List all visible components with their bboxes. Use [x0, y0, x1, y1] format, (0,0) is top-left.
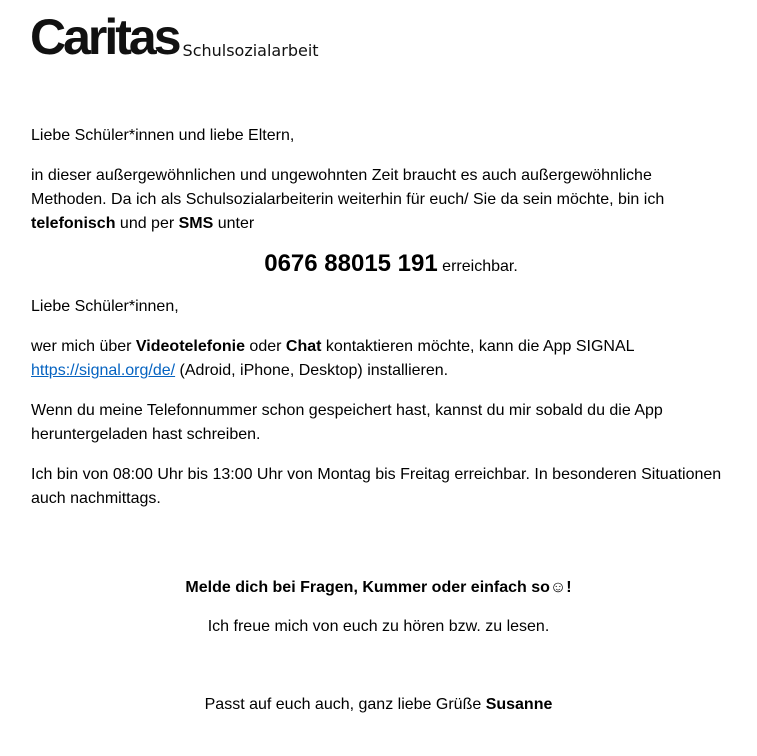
letterhead [30, 9, 319, 65]
video-bold-2: Chat [285, 338, 322, 355]
signature-prefix: Passt auf euch auch, ganz liebe Grüße [204, 696, 486, 713]
intro-text-2: und per [115, 215, 179, 232]
intro-bold-phone: telefonisch [31, 215, 116, 232]
video-text-2: oder [244, 338, 286, 355]
letter-body [31, 124, 731, 527]
phone-number: 0676 88015 191 [264, 250, 438, 277]
video-text-4: (Adroid, iPhone, Desktop) installieren. [175, 362, 449, 379]
video-text-3: kontaktieren möchte, kann die App SIGNAL [321, 338, 634, 355]
intro-text-1: in dieser außergewöhnlichen und ungewohnten Zeit braucht es auch außergewöhnliche Methoden. Da ich als Schulsozialarbeiterin weiterhin für euch/ Sie da sein möchte, bin ich [31, 167, 665, 208]
signal-link[interactable]: https://signal.org/de/ [31, 362, 176, 379]
hours-paragraph: Ich bin von 08:00 Uhr bis 13:00 Uhr von Montag bis Freitag erreichbar. In besonderen Situationen auch nachmittags. [31, 466, 722, 507]
department-subtitle: Schulsozialarbeit [182, 41, 319, 60]
saved-number-paragraph: Wenn du meine Telefonnummer schon gespeichert hast, kannst du mir sobald du die App heruntergeladen hast schreiben. [31, 402, 663, 443]
video-paragraph [31, 335, 731, 383]
caritas-logo: Caritas [30, 9, 179, 65]
phone-suffix: erreichbar. [437, 258, 518, 275]
intro-paragraph [31, 164, 731, 236]
video-bold-1: Videotelefonie [135, 338, 245, 355]
greeting-students: Liebe Schüler*innen, [31, 298, 179, 315]
greeting-all: Liebe Schüler*innen und liebe Eltern, [31, 127, 295, 144]
intro-text-3: unter [213, 215, 255, 232]
phone-line [31, 252, 731, 279]
signature-name: Susanne [485, 696, 553, 713]
closing-signature [0, 693, 757, 717]
intro-bold-sms: SMS [178, 215, 214, 232]
closing-invite: Melde dich bei Fragen, Kummer oder einfach so☺! [185, 579, 572, 596]
video-text-1: wer mich über [31, 338, 136, 355]
closing-looking-forward: Ich freue mich von euch zu hören bzw. zu lesen. [207, 618, 550, 635]
